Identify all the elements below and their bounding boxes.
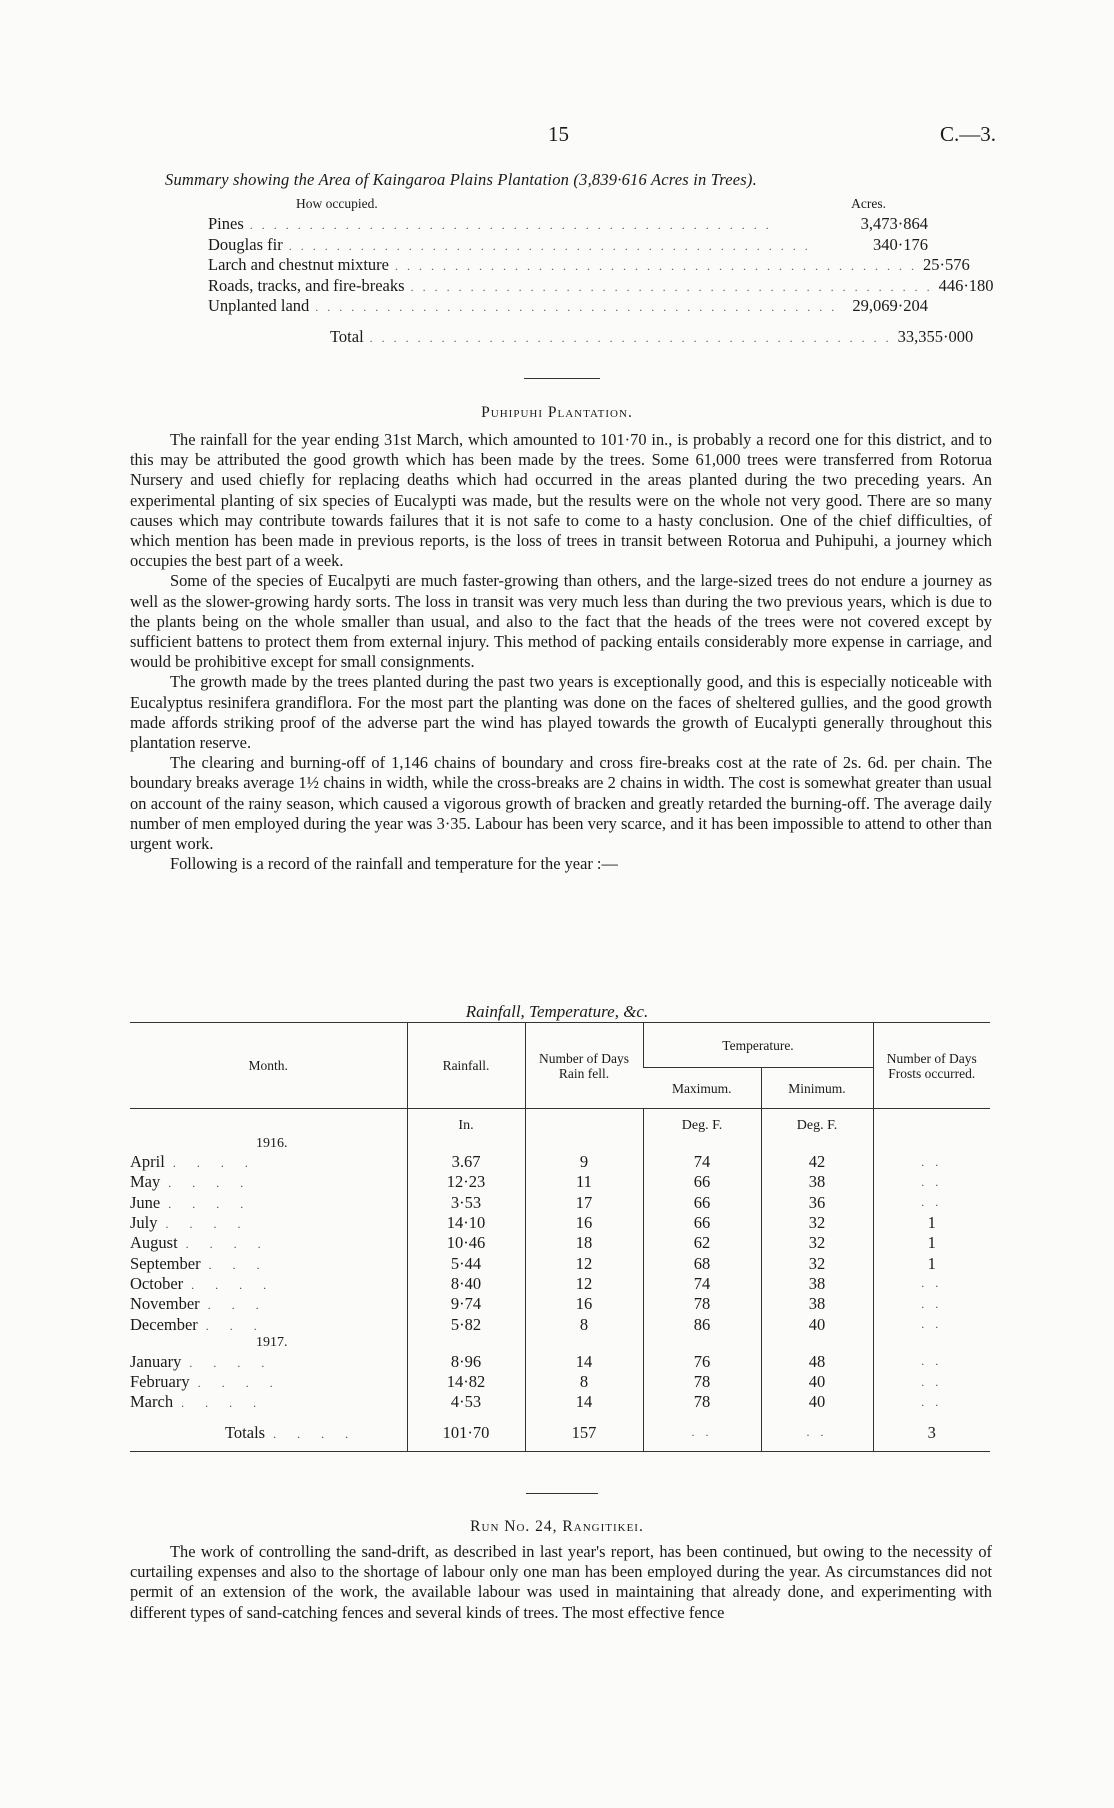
- rainfall-cell: 9·74: [407, 1294, 525, 1314]
- days-cell: 17: [525, 1193, 643, 1213]
- totals-row: Totals . . . . 101·70 157 . . . . 3: [130, 1413, 990, 1452]
- days-cell: 14: [525, 1392, 643, 1412]
- puhipuhi-body: [130, 430, 992, 874]
- col-days-rain: Number of Days Rain fell.: [525, 1023, 643, 1109]
- frosts-cell: 1: [873, 1253, 990, 1273]
- min-cell: 40: [761, 1372, 873, 1392]
- summary-header: [208, 196, 928, 214]
- min-cell: 32: [761, 1233, 873, 1253]
- summary-row-label: Unplanted land: [208, 296, 310, 315]
- rainfall-cell: 8·40: [407, 1274, 525, 1294]
- max-cell: 74: [643, 1274, 761, 1294]
- rainfall-cell: 3.67: [407, 1152, 525, 1172]
- frosts-cell: . .: [873, 1392, 990, 1412]
- col-frosts: Number of Days Frosts occurred.: [873, 1023, 990, 1109]
- month-name: September: [130, 1253, 201, 1273]
- paragraph: The rainfall for the year ending 31st March, which amounted to 101·70 in., is probably a record one for this district, and to this may be attributed the good growth which has been made by the trees. Some 61,000 trees were transferred from Rotorua Nursery and used chiefly for replacing deaths which had occurred in the areas planted during the two preceding years. An experimental planting of six species of Eucalypti was made, but the results were on the whole not very good. There are so many causes which may contribute towards failures that it is not safe to come to a hasty conclusion. One of the chief difficulties, of which mention has been made in previous reports, is the loss of trees in transit between Rotorua and Puhipuhi, a journey which occupies the best part of a week.: [130, 430, 992, 571]
- frosts-cell: . .: [873, 1152, 990, 1172]
- frosts-cell: . .: [873, 1352, 990, 1372]
- year-label: 1916.: [256, 1135, 288, 1151]
- summary-table: [208, 196, 994, 347]
- summary-row-label: Douglas fir: [208, 234, 283, 254]
- days-cell: 16: [525, 1294, 643, 1314]
- days-cell: 8: [525, 1372, 643, 1392]
- summary-row: Pines . . . . . . . . . . . . . . . . . . . . . . . . . . . . . . . . . . . . . . . . . . . . 3,473·864: [208, 214, 928, 233]
- section-divider: [526, 1493, 598, 1494]
- totals-days: 157: [525, 1413, 643, 1452]
- min-cell: 32: [761, 1253, 873, 1273]
- table-row: March . . . . 4·53 14 78 40 . .: [130, 1392, 990, 1412]
- max-cell: 62: [643, 1233, 761, 1253]
- rangitikei-body: [130, 1542, 992, 1623]
- days-cell: 12: [525, 1274, 643, 1294]
- min-cell: 40: [761, 1314, 873, 1334]
- summary-col-acres: Acres.: [851, 196, 886, 211]
- rainfall-cell: 5·82: [407, 1314, 525, 1334]
- summary-row: Larch and chestnut mixture . . . . . . . . . . . . . . . . . . . . . . . . . . . . . . . . . . . . . . . . . . . . 25·576: [208, 255, 970, 274]
- days-cell: 18: [525, 1233, 643, 1253]
- col-maximum: Maximum.: [643, 1068, 761, 1109]
- totals-min: . .: [761, 1413, 873, 1452]
- summary-row-label: Roads, tracks, and fire-breaks: [208, 275, 405, 295]
- unit-maximum: Deg. F.: [643, 1109, 761, 1136]
- frosts-cell: . .: [873, 1314, 990, 1334]
- totals-label: Totals: [225, 1422, 266, 1442]
- month-name: June: [130, 1192, 161, 1212]
- table-row: December . . . 5·82 8 86 40 . .: [130, 1314, 990, 1334]
- table-row: July . . . . 14·10 16 66 32 1: [130, 1213, 990, 1233]
- days-cell: 8: [525, 1314, 643, 1334]
- totals-frosts: 3: [873, 1413, 990, 1452]
- table-row: November . . . 9·74 16 78 38 . .: [130, 1294, 990, 1314]
- rainfall-cell: 10·46: [407, 1233, 525, 1253]
- col-minimum: Minimum.: [761, 1068, 873, 1109]
- units-row: [130, 1109, 990, 1136]
- max-cell: 78: [643, 1294, 761, 1314]
- month-name: October: [130, 1273, 184, 1293]
- max-cell: 78: [643, 1392, 761, 1412]
- summary-row-value: 25·576: [922, 255, 970, 274]
- col-rainfall: Rainfall.: [407, 1023, 525, 1109]
- days-cell: 16: [525, 1213, 643, 1233]
- summary-title: Summary showing the Area of Kaingaroa Plains Plantation (3,839·616 Acres in Trees).: [165, 170, 757, 189]
- month-name: November: [130, 1294, 200, 1314]
- rainfall-cell: 12·23: [407, 1172, 525, 1192]
- year-row: [130, 1135, 990, 1152]
- table-row: May . . . . 12·23 11 66 38 . .: [130, 1172, 990, 1192]
- min-cell: 48: [761, 1352, 873, 1372]
- summary-col-how: How occupied.: [296, 196, 378, 211]
- frosts-cell: . .: [873, 1294, 990, 1314]
- rainfall-cell: 14·10: [407, 1213, 525, 1233]
- table-row: April . . . . 3.67 9 74 42 . .: [130, 1152, 990, 1172]
- summary-row-label: Pines: [208, 214, 244, 233]
- rainfall-cell: 8·96: [407, 1352, 525, 1372]
- year-label: 1917.: [256, 1335, 288, 1351]
- table-row: September . . . 5·44 12 68 32 1: [130, 1253, 990, 1273]
- rainfall-cell: 14·82: [407, 1372, 525, 1392]
- puhipuhi-heading: Puhipuhi Plantation.: [481, 404, 633, 421]
- unit-rainfall: In.: [407, 1109, 525, 1136]
- section-divider: [524, 378, 600, 379]
- days-cell: 9: [525, 1152, 643, 1172]
- max-cell: 74: [643, 1152, 761, 1172]
- paragraph: Some of the species of Eucalpyti are much faster-growing than others, and the large-sized trees do not endure a journey as well as the slower-growing hardy sorts. The loss in transit was very much less than during the two previous years, which is due to the plants being on the whole smaller than usual, and also to the fact that the heads of the trees were not covered except by sufficient battens to protect them from external injury. This method of packing entails considerably more expense in carriage, and would be prohibitive except for small consignments.: [130, 571, 992, 672]
- month-name: December: [130, 1314, 198, 1334]
- table-row: February . . . . 14·82 8 78 40 . .: [130, 1372, 990, 1392]
- summary-row-value: 3,473·864: [860, 214, 928, 233]
- rainfall-cell: 4·53: [407, 1392, 525, 1412]
- rainfall-cell: 3·53: [407, 1193, 525, 1213]
- frosts-cell: . .: [873, 1372, 990, 1392]
- paragraph: The growth made by the trees planted during the past two years is exceptionally good, and this is especially noticeable with Eucalyptus resinifera grandiflora. For the most part the planting was done on the faces of sheltered gullies, and the good growth made affords striking proof of the adverse part the wind has played towards the growth of Eucalypti generally throughout this plantation reserve.: [130, 672, 992, 753]
- frosts-cell: . .: [873, 1274, 990, 1294]
- max-cell: 78: [643, 1372, 761, 1392]
- min-cell: 42: [761, 1152, 873, 1172]
- summary-total-row: Total . . . . . . . . . . . . . . . . . . . . . . . . . . . . . . . . . . . . . . . . . . . . 33,355·000: [330, 326, 974, 346]
- paragraph: The work of controlling the sand-drift, as described in last year's report, has been continued, but owing to the necessity of curtailing expenses and also to the shortage of labour only one man has been employed during the year. As circumstances did not permit of an extension of the work, the available labour was used in maintaining that already done, and experimenting with different types of sand-catching fences and several kinds of trees. The most effective fence: [130, 1542, 992, 1622]
- table-row: June . . . . 3·53 17 66 36 . .: [130, 1193, 990, 1213]
- month-name: July: [130, 1213, 158, 1233]
- rainfall-table: [130, 1022, 990, 1452]
- summary-total-label: Total: [330, 326, 364, 346]
- max-cell: 66: [643, 1213, 761, 1233]
- min-cell: 32: [761, 1213, 873, 1233]
- max-cell: 68: [643, 1253, 761, 1273]
- days-cell: 14: [525, 1352, 643, 1372]
- summary-row: Unplanted land . . . . . . . . . . . . . . . . . . . . . . . . . . . . . . . . . . . . . . . . . . . . 29,069·204: [208, 296, 928, 315]
- summary-row: Roads, tracks, and fire-breaks . . . . . . . . . . . . . . . . . . . . . . . . . . . . . . . . . . . . . . . . . . . . 446·180: [208, 275, 994, 295]
- min-cell: 36: [761, 1193, 873, 1213]
- table-row: January . . . . 8·96 14 76 48 . .: [130, 1352, 990, 1372]
- month-name: January: [130, 1351, 182, 1371]
- year-row: [130, 1335, 990, 1352]
- days-cell: 11: [525, 1172, 643, 1192]
- max-cell: 66: [643, 1193, 761, 1213]
- summary-row-value: 446·180: [938, 275, 994, 295]
- totals-rainfall: 101·70: [407, 1413, 525, 1452]
- col-month: Month.: [130, 1023, 407, 1109]
- month-name: March: [130, 1392, 174, 1412]
- table-row: August . . . . 10·46 18 62 32 1: [130, 1233, 990, 1253]
- month-name: April: [130, 1152, 165, 1172]
- totals-max: . .: [643, 1413, 761, 1452]
- summary-row: Douglas fir . . . . . . . . . . . . . . . . . . . . . . . . . . . . . . . . . . . . . . . . . . . . 340·176: [208, 234, 928, 254]
- col-temperature: Temperature.: [643, 1023, 873, 1068]
- month-name: May: [130, 1172, 161, 1192]
- summary-row-value: 340·176: [873, 234, 928, 254]
- rangitikei-heading: Run No. 24, Rangitikei.: [470, 1518, 644, 1535]
- min-cell: 38: [761, 1172, 873, 1192]
- document-reference: C.—3.: [939, 122, 996, 146]
- min-cell: 38: [761, 1274, 873, 1294]
- unit-minimum: Deg. F.: [761, 1109, 873, 1136]
- summary-row-label: Larch and chestnut mixture: [208, 255, 389, 274]
- summary-total-value: 33,355·000: [897, 326, 974, 346]
- rainfall-cell: 5·44: [407, 1253, 525, 1273]
- frosts-cell: 1: [873, 1213, 990, 1233]
- days-cell: 12: [525, 1253, 643, 1273]
- min-cell: 40: [761, 1392, 873, 1412]
- month-name: August: [130, 1233, 178, 1253]
- min-cell: 38: [761, 1294, 873, 1314]
- month-name: February: [130, 1372, 190, 1392]
- frosts-cell: . .: [873, 1172, 990, 1192]
- paragraph: The clearing and burning-off of 1,146 chains of boundary and cross fire-breaks cost at the rate of 2s. 6d. per chain. The boundary breaks average 1½ chains in width, while the cross-breaks are 2 chains in width. The cost is somewhat greater than usual on account of the rainy season, which caused a vigorous growth of bracken and greatly retarded the burning-off. The average daily number of men employed during the year was 3·35. Labour has been very scarce, and it has been impossible to attend to other than urgent work.: [130, 753, 992, 854]
- page-number: 15: [548, 122, 569, 146]
- max-cell: 86: [643, 1314, 761, 1334]
- paragraph: Following is a record of the rainfall and temperature for the year :—: [170, 854, 618, 874]
- frosts-cell: . .: [873, 1193, 990, 1213]
- summary-row-value: 29,069·204: [852, 296, 928, 315]
- max-cell: 66: [643, 1172, 761, 1192]
- table-row: October . . . . 8·40 12 74 38 . .: [130, 1274, 990, 1294]
- rainfall-table-caption: Rainfall, Temperature, &c.: [465, 1002, 649, 1021]
- frosts-cell: 1: [873, 1233, 990, 1253]
- max-cell: 76: [643, 1352, 761, 1372]
